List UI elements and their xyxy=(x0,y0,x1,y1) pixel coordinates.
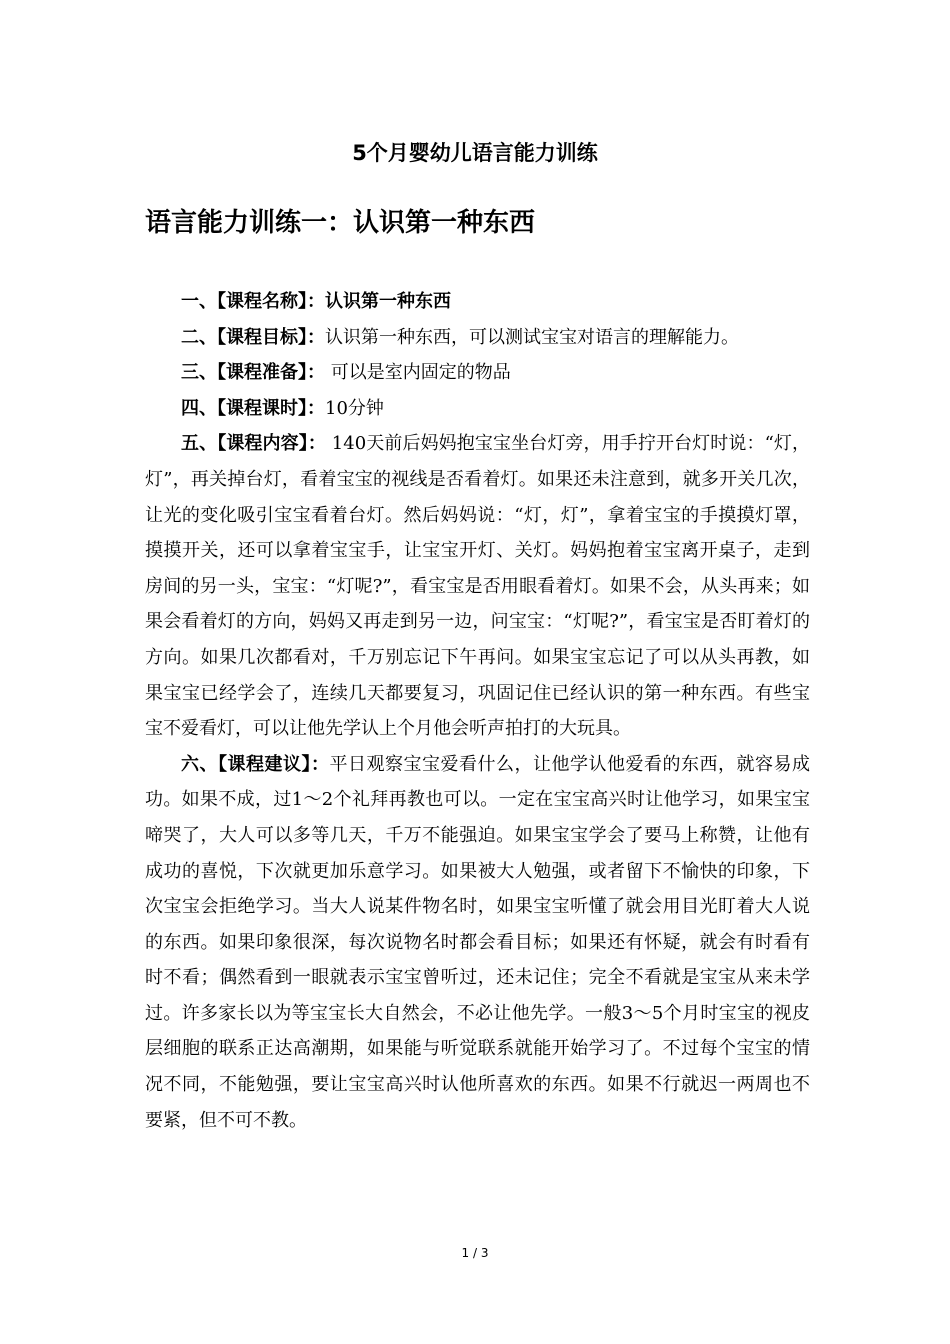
item-label: 【课程建议】： xyxy=(218,753,330,775)
item-label: 【课程名称】： xyxy=(217,291,325,312)
section-heading: 语言能力训练一：认识第一种东西 xyxy=(145,208,536,238)
item-text: 认识第一种东西 xyxy=(325,291,451,312)
document-title: 5个月婴幼儿语言能力训练 xyxy=(352,141,598,165)
item-course-suggestion xyxy=(145,747,810,1139)
item-label: 【课程目标】： xyxy=(217,326,325,348)
course-items xyxy=(145,284,810,1138)
item-label: 【课程内容】： xyxy=(217,433,326,455)
item-course-content xyxy=(145,426,810,746)
item-number: 四、 xyxy=(181,397,217,419)
item-course-name xyxy=(145,284,810,320)
item-number: 二、 xyxy=(181,326,217,348)
page-number: 1 / 3 xyxy=(461,1246,489,1260)
item-text: 140天前后妈妈抱宝宝坐台灯旁，用手拧开台灯时说：“灯，灯”，再关掉台灯，看着宝宝的视线是否看着灯。如果还未注意到，就多开关几次，让光的变化吸引宝宝看着台灯。然后妈妈说：“灯，灯”，拿着宝宝的手摸摸灯罩，摸摸开关，还可以拿着宝宝手，让宝宝开灯、关灯。妈妈抱着宝宝离开桌子，走到房间的另一头，宝宝：“灯呢?”，看宝宝是否用眼看着灯。如果不会，从头再来；如果会看着灯的方向，妈妈又再走到另一边，问宝宝：“灯呢?”，看宝宝是否盯着灯的方向。如果几次都看对，千万别忘记下午再问。如果宝宝忘记了可以从头再教，如果宝宝已经学会了，连续几天都要复习，巩固记住已经认识的第一种东西。有些宝宝不爱看灯，可以让他先学认上个月他会听声拍打的大玩具。 xyxy=(145,433,811,740)
item-number: 三、 xyxy=(181,362,217,384)
item-number: 五、 xyxy=(181,433,218,455)
item-course-goal xyxy=(145,320,810,356)
item-number: 六、 xyxy=(181,753,218,775)
item-text: 认识第一种东西，可以测试宝宝对语言的理解能力。 xyxy=(325,326,739,348)
item-course-preparation xyxy=(145,355,810,391)
item-text: 10分钟 xyxy=(325,397,384,419)
item-text: 平日观察宝宝爱看什么，让他学认他爱看的东西，就容易成功。如果不成，过1～2个礼拜再教也可以。一定在宝宝高兴时让他学习，如果宝宝啼哭了，大人可以多等几天，千万不能强迫。如果宝宝学会了要马上称赞，让他有成功的喜悦，下次就更加乐意学习。如果被大人勉强，或者留下不愉快的印象，下次宝宝会拒绝学习。当大人说某件物名时，如果宝宝听懂了就会用目光盯着大人说的东西。如果印象很深，每次说物名时都会看目标；如果还有怀疑，就会有时看有时不看；偶然看到一眼就表示宝宝曾听过，还未记住；完全不看就是宝宝从来未学过。许多家长以为等宝宝长大自然会，不必让他先学。一般3～5个月时宝宝的视皮层细胞的联系正达高潮期，如果能与听觉联系就能开始学习了。不过每个宝宝的情况不同，不能勉强，要让宝宝高兴时认他所喜欢的东西。如果不行就迟一两周也不要紧，但不可不教。 xyxy=(145,753,810,1131)
item-label: 【课程课时】： xyxy=(217,397,325,419)
item-number: 一、 xyxy=(181,291,217,312)
item-label: 【课程准备】： xyxy=(217,362,325,384)
item-course-duration xyxy=(145,391,810,427)
item-text: 可以是室内固定的物品 xyxy=(325,362,511,384)
